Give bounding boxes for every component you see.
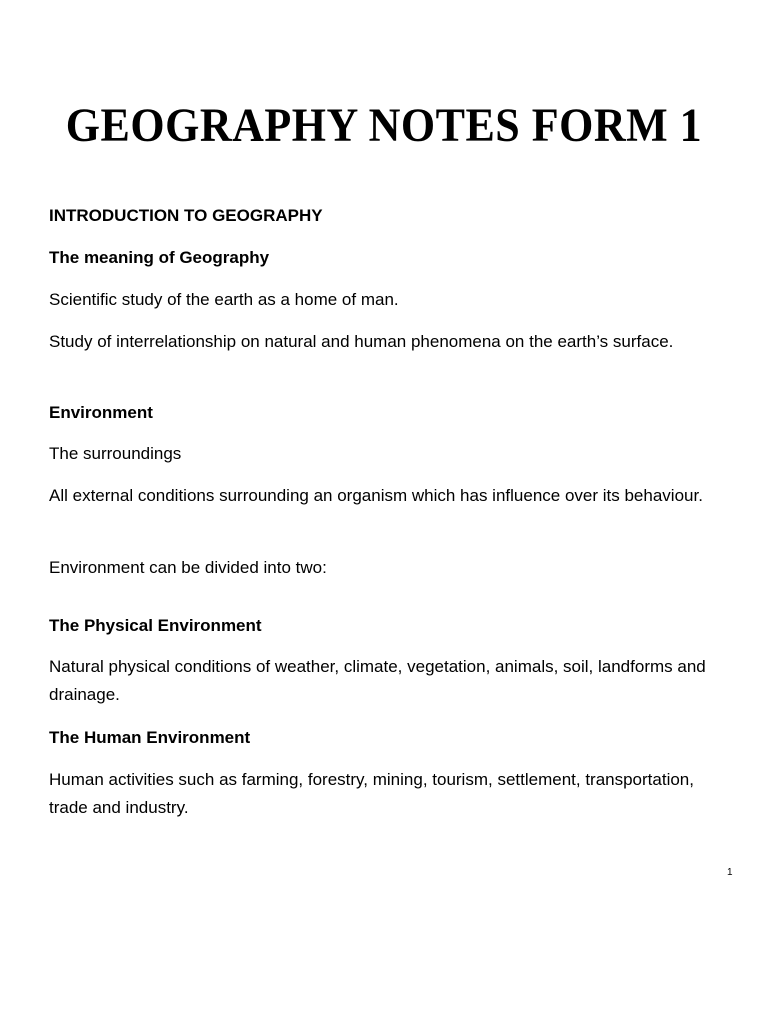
human-environment-definition: Human activities such as farming, forestry, mining, tourism, settlement, transportation, trade and industry. xyxy=(49,770,694,817)
page-title: GEOGRAPHY NOTES FORM 1 xyxy=(65,99,703,152)
meaning-definition-2: Study of interrelationship on natural and human phenomena on the earth’s surface. xyxy=(49,332,674,351)
meaning-heading: The meaning of Geography xyxy=(49,248,270,267)
intro-heading: INTRODUCTION TO GEOGRAPHY xyxy=(49,206,323,225)
environment-definition-1: The surroundings xyxy=(49,444,182,463)
meaning-definition-1: Scientific study of the earth as a home of man. xyxy=(49,290,399,309)
environment-definition-2: All external conditions surrounding an organism which has influence over its behaviour. xyxy=(49,486,703,505)
page-number: 1 xyxy=(727,867,733,878)
human-environment-heading: The Human Environment xyxy=(49,728,251,747)
environment-heading: Environment xyxy=(49,403,153,422)
physical-environment-definition: Natural physical conditions of weather, climate, vegetation, animals, soil, landforms and drainage. xyxy=(49,657,706,704)
environment-division: Environment can be divided into two: xyxy=(49,558,327,577)
physical-environment-heading: The Physical Environment xyxy=(49,616,262,635)
